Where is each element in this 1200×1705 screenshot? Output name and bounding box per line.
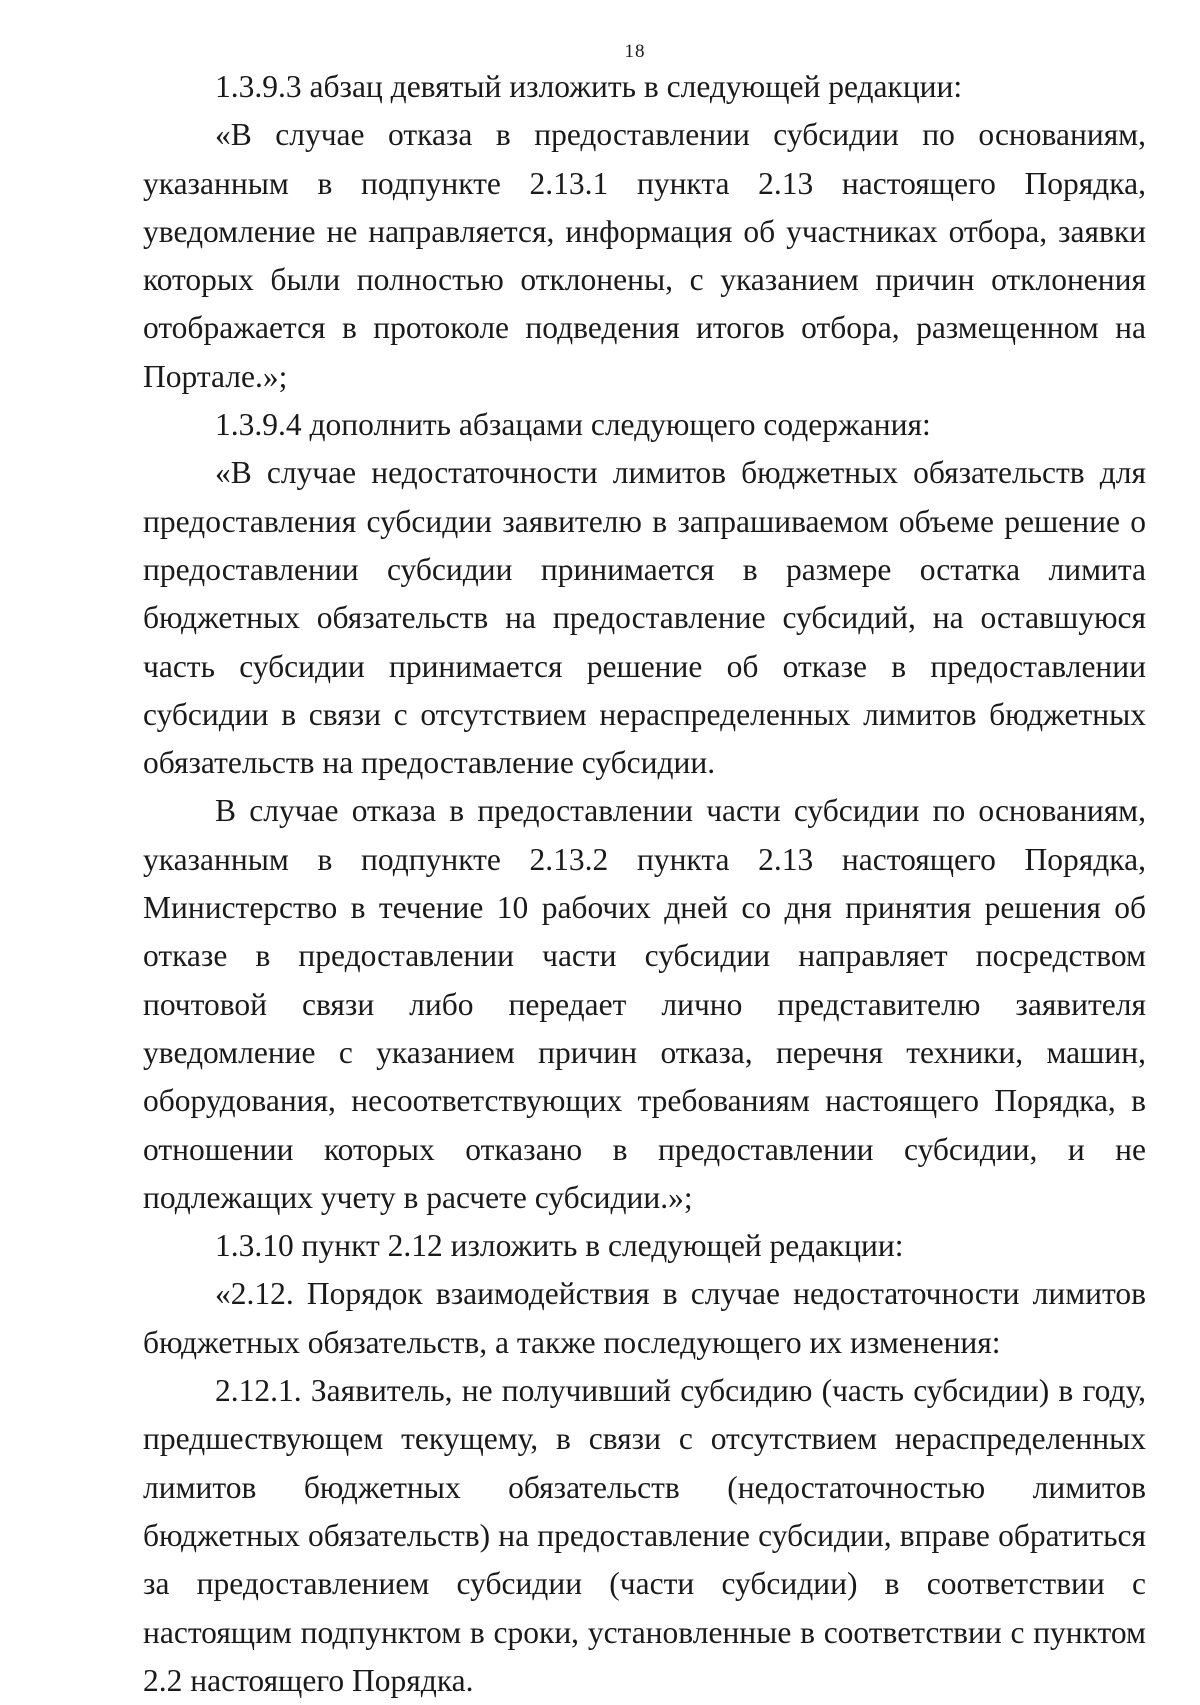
- paragraph-quote-refusal: «В случае отказа в предоставлении субсидии по основаниям, указанным в подпункте 2.13.1 пункта 2.13 настоящего Порядка, уведомление не направляется, информация об участниках отбора, заявки которых были полностью отклонены, с указанием причин отклонения отображается в протоколе подведения итогов отбора, размещенном на Портале.»;: [143, 117, 1146, 394]
- paragraph-1-3-10: 1.3.10 пункт 2.12 изложить в следующей редакции:: [215, 1228, 904, 1264]
- document-body: [143, 63, 1146, 1705]
- paragraph-quote-insufficient-limits: «В случае недостаточности лимитов бюджетных обязательств для предоставления субсидии заявителю в запрашиваемом объеме решение о предоставлении субсидии принимается в размере остатка лимита бюджетных обязательств на предоставление субсидий, на оставшуюся часть субсидии принимается решение об отказе в предоставлении субсидии в связи с отсутствием нераспределенных лимитов бюджетных обязательств на предоставление субсидии.: [143, 455, 1146, 781]
- page-number: 18: [624, 41, 646, 62]
- paragraph-2-12: «2.12. Порядок взаимодействия в случае недостаточности лимитов бюджетных обязательств, а также последующего их изменения:: [143, 1276, 1146, 1360]
- paragraph-1-3-9-3: 1.3.9.3 абзац девятый изложить в следующей редакции:: [215, 69, 963, 104]
- paragraph-1-3-9-4: 1.3.9.4 дополнить абзацами следующего содержания:: [215, 407, 931, 443]
- paragraph-partial-refusal: В случае отказа в предоставлении части субсидии по основаниям, указанным в подпункте 2.13.2 пункта 2.13 настоящего Порядка, Министерство в течение 10 рабочих дней со дня принятия решения об отказе в предоставлении части субсидии направляет посредством почтовой связи либо передает лично представителю заявителя уведомление с указанием причин отказа, перечня техники, машин, оборудования, несоответствующих требованиям настоящего Порядка, в отношении которых отказано в предоставлении субсидии, и не подлежащих учету в расчете субсидии.»;: [143, 793, 1146, 1215]
- paragraph-2-12-1: 2.12.1. Заявитель, не получивший субсидию (часть субсидии) в году, предшествующем текущему, в связи с отсутствием нераспределенных лимитов бюджетных обязательств (недостаточностью лимитов бюджетных обязательств) на предоставление субсидии, вправе обратиться за предоставлением субсидии (части субсидии) в соответствии с настоящим подпунктом в сроки, установленные в соответствии с пунктом 2.2 настоящего Порядка.: [143, 1373, 1146, 1698]
